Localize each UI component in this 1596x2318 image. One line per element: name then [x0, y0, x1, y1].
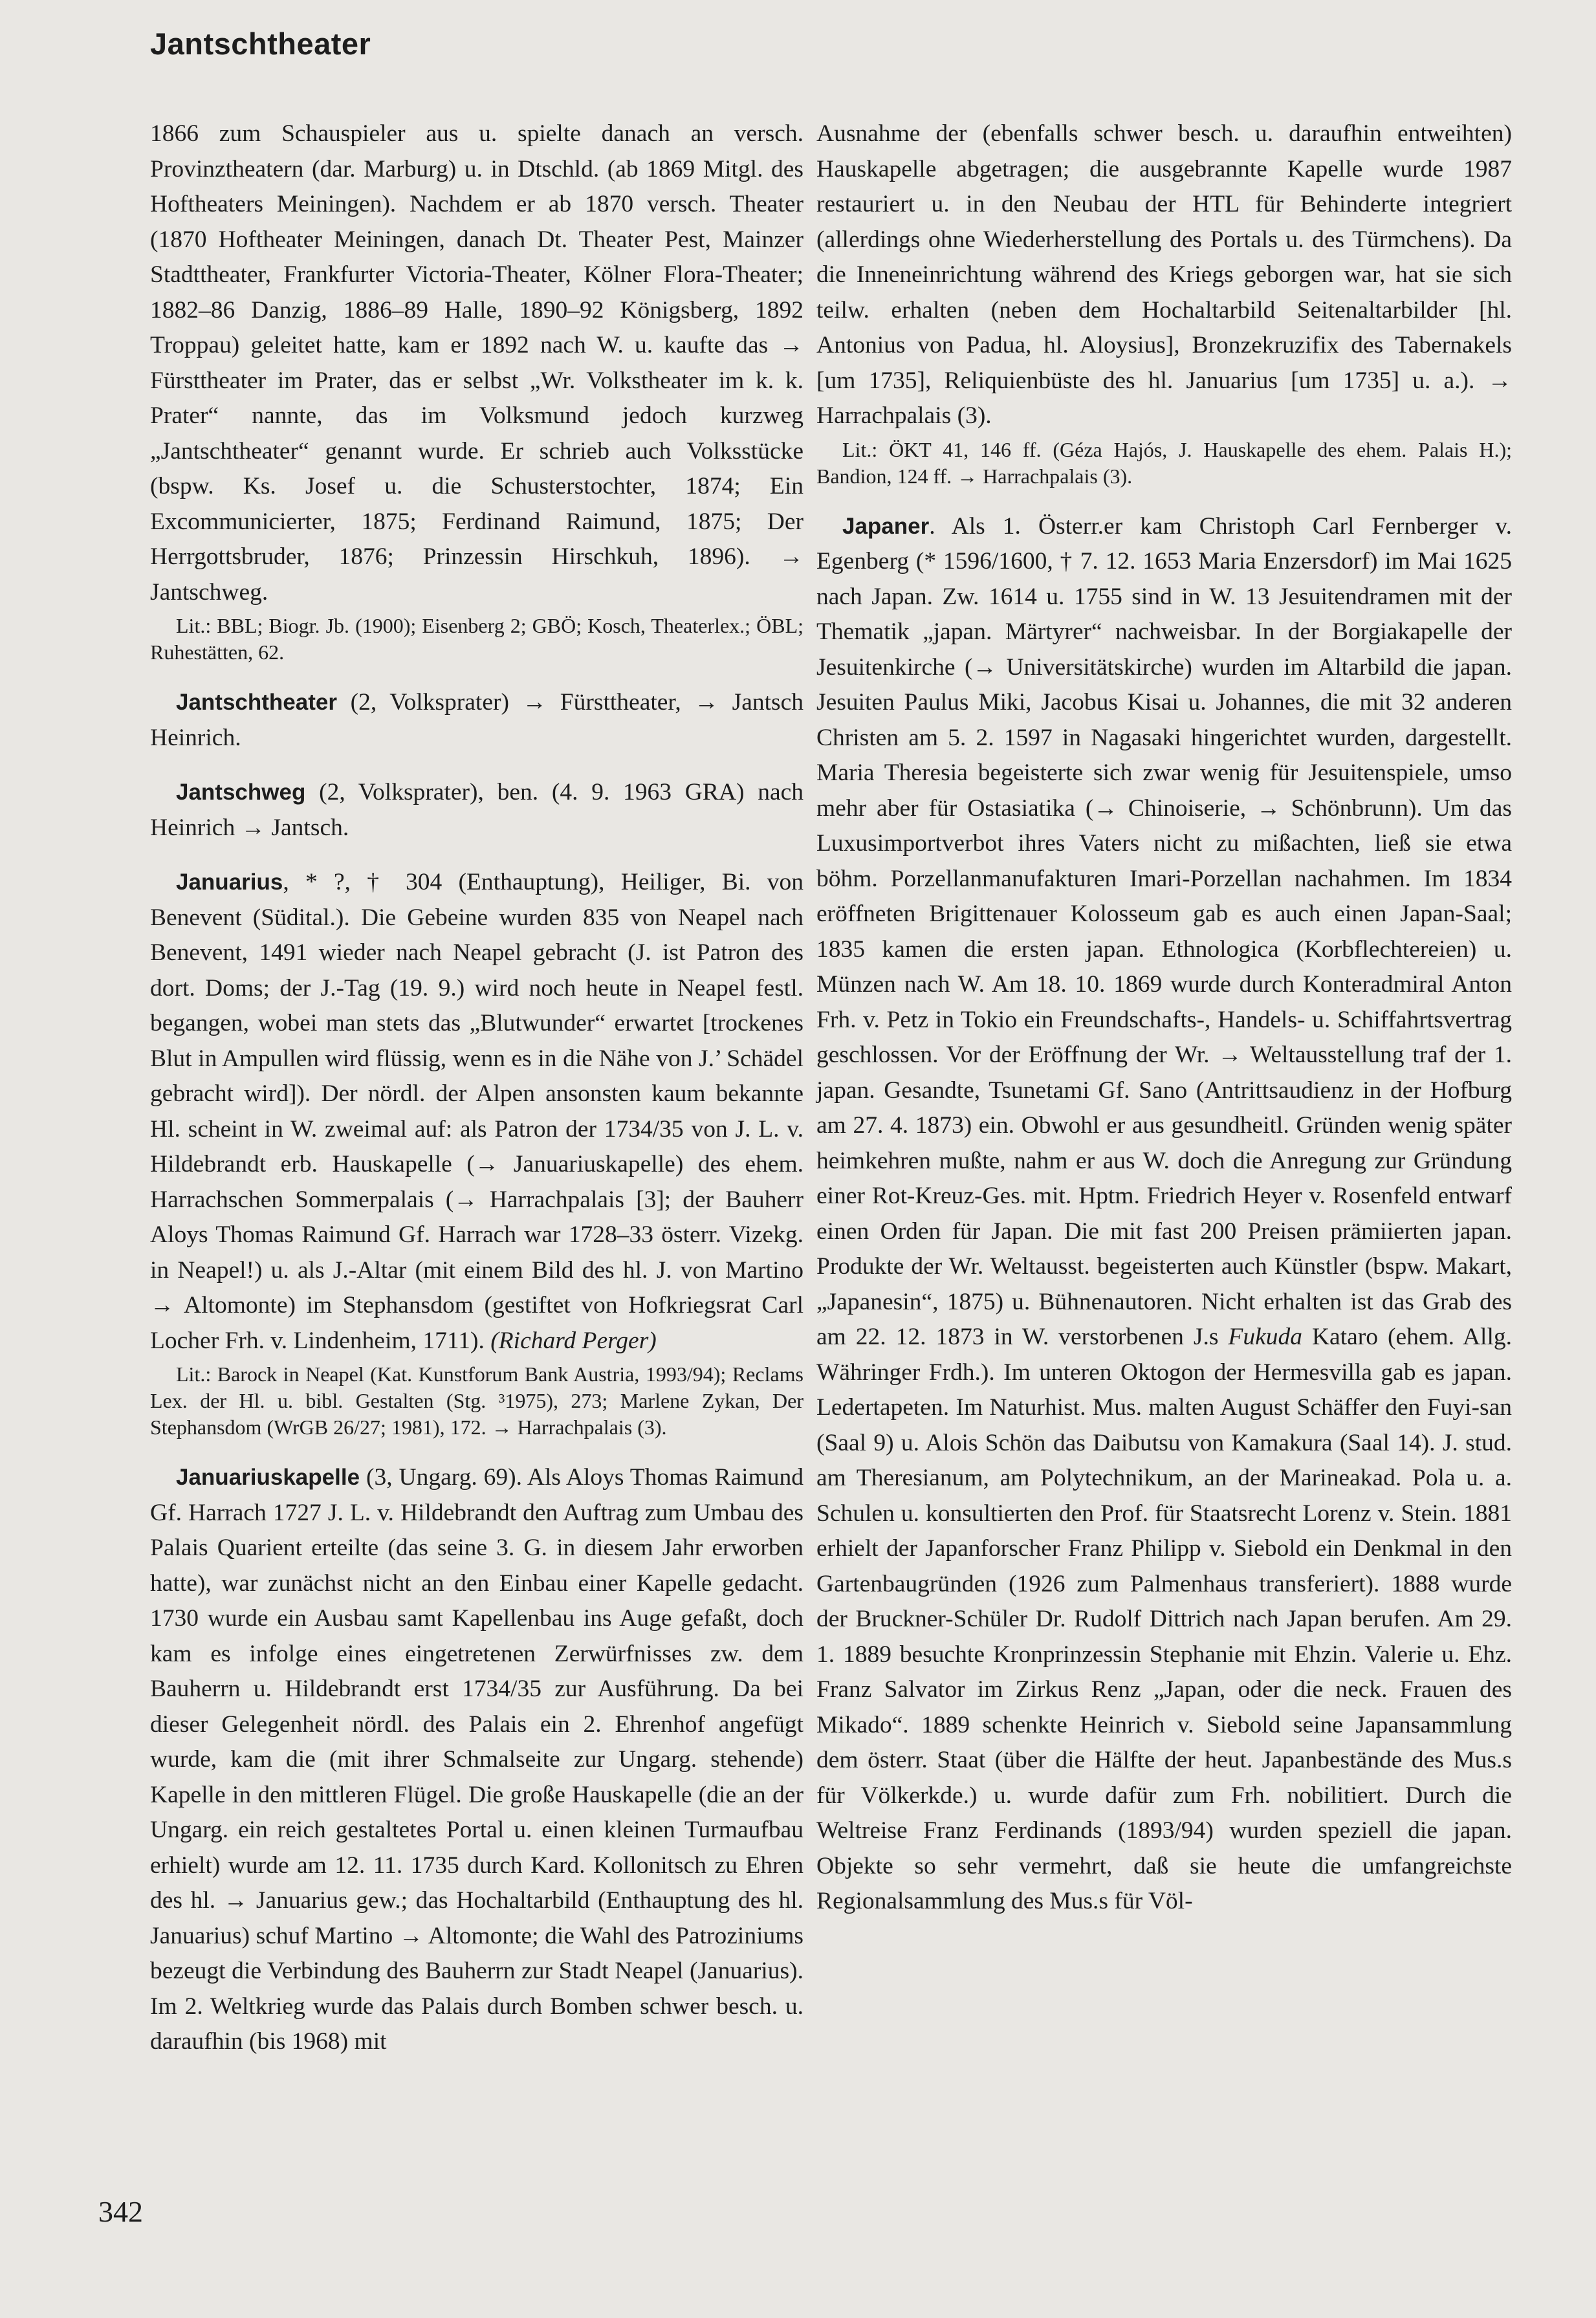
running-head: Jantschtheater	[150, 27, 371, 61]
entry-text: (3, Ungarg. 69). Als Aloys Thomas Raimund Gf. Harrach 1727 J. L. v. Hildebrandt den Auftrag zum Umbau des Palais Quarient erteilte (das seine 3. G. in diesem Jahr erworben hatte), war zunächst nicht an den Einbau einer Kapelle gedacht. 1730 wurde ein Ausbau samt Kapellenbau ins Auge gefaßt, doch kam es infolge eines eingetretenen Zerwürfnisses zw. dem Bauherrn u. Hildebrandt erst 1734/35 zur Ausführung. Da bei dieser Gelegenheit nördl. des Palais ein 2. Ehrenhof angefügt wurde, kam die (mit ihrer Schmalseite zur Ungarg. stehende) Kapelle in den mittleren Flügel. Die große Hauskapelle (die an der Ungarg. ein reich gestaltetes Portal u. einen kleinen Turmaufbau erhielt) wurde am 12. 11. 1735 durch Kard. Kollonitsch zu Ehren des hl. → Januarius gew.; das Hochaltarbild (Enthauptung des hl. Januarius) schuf Martino → Altomonte; die Wahl des Patroziniums bezeugt die Verbindung des Bauherrn zur Stadt Neapel (Januarius). Im 2. Weltkrieg wurde das Palais durch Bomben schwer besch. u. daraufhin (bis 1968) mit	[150, 1464, 803, 2055]
entry-text: , * ?, † 304 (Enthauptung), Heiliger, Bi. von Benevent (Südital.). Die Gebeine wurden 835 von Neapel nach Benevent, 1491 wieder nach Neapel gebracht (J. ist Patron des dort. Doms; der J.-Tag (19. 9.) wird noch heute in Neapel festl. begangen, wobei man stets das „Blutwunder“ erwartet [trockenes Blut in Ampullen wird flüssig, wenn es in die Nähe von J.’ Schädel gebracht wird]). Der nördl. der Alpen ansonsten kaum bekannte Hl. scheint in W. zweimal auf: als Patron der 1734/35 von J. L. v. Hildebrandt erb. Hauskapelle (→ Januariuskapelle) des ehem. Harrachschen Sommerpalais (→ Harrachpalais [3]; der Bauherr Aloys Thomas Raimund Gf. Harrach war 1728–33 österr. Vizekg. in Neapel!) u. als J.-Altar (mit einem Bild des hl. J. von Martino → Altomonte) im Stephansdom (gestiftet von Hofkriegsrat Carl Locher Frh. v. Lindenheim, 1711).	[150, 869, 803, 1354]
entry-headword: Jantschweg	[176, 780, 306, 805]
entry-japaner	[816, 509, 1512, 1919]
entry-text: (2, Volksprater) → Fürsttheater, → Jantsch Heinrich.	[150, 689, 803, 751]
entry-text: (2, Volksprater), ben. (4. 9. 1963 GRA) nach Heinrich → Jantsch.	[150, 779, 803, 841]
entry-text: Kataro (ehem. Allg. Währinger Frdh.). Im unteren Oktogon der Hermesvilla gab es japan. Ledertapeten. Im Naturhist. Mus. malten August Schäffer den Fuyi-san (Saal 9) u. Alois Schön das Daibutsu von Kamakura (Saal 14). J. stud. am Theresianum, am Polytechnikum, an der Marineakad. Pola u. a. Schulen u. konsultierten den Prof. für Staatsrecht Lorenz v. Stein. 1881 erhielt der Japanforscher Franz Philipp v. Siebold ein Denkmal in den Gartenbaugründen (1926 zum Palmenhaus transferiert). 1888 wurde der Bruckner-Schüler Dr. Rudolf Dittrich nach Japan berufen. Am 29. 1. 1889 besuchte Kronprinzessin Stephanie mit Ehzin. Valerie u. Ehz. Franz Salvator im Zirkus Renz „Japan, oder die neck. Frauen des Mikado“. 1889 schenkte Heinrich v. Siebold seine Japansammlung dem österr. Staat (über die Hälfte der heut. Japanbestände des Mus.s für Völkerkde.) u. wurde dafür zum Frh. nobilitiert. Durch die Weltreise Franz Ferdinands (1893/94) wurden speziell die japan. Objekte so sehr vermehrt, daß sie heute die umfangreichste Regionalsammlung des Mus.s für Völ-	[816, 1324, 1512, 1914]
entry-jantschtheater	[150, 685, 803, 756]
left-column	[150, 116, 803, 2060]
entry-headword: Jantschtheater	[176, 690, 337, 715]
entry-headword: Januarius	[176, 869, 283, 895]
entry-januarius	[150, 865, 803, 1359]
entry-headword: Januariuskapelle	[176, 1465, 360, 1490]
page-number: 342	[98, 2195, 143, 2228]
literature-note: Lit.: BBL; Biogr. Jb. (1900); Eisenberg 2; GBÖ; Kosch, Theaterlex.; ÖBL; Ruhestätten, 62.	[150, 614, 803, 664]
literature-note: Lit.: Barock in Neapel (Kat. Kunstforum Bank Austria, 1993/94); Reclams Lex. der Hl. u. bibl. Gestalten (Stg. ³1975), 273; Marlene Zykan, Der Stephansdom (WrGB 26/27; 1981), 172. → Harrachpalais (3).	[150, 1362, 803, 1439]
italic-name: Fukuda	[1228, 1324, 1302, 1350]
literature-note: Lit.: ÖKT 41, 146 ff. (Géza Hajós, J. Hauskapelle des ehem. Palais H.); Bandion, 124 ff. → Harrachpalais (3).	[816, 437, 1512, 488]
right-column	[816, 116, 1512, 1919]
paragraph: 1866 zum Schauspieler aus u. spielte danach an versch. Provinztheatern (dar. Marburg) u. in Dtschld. (ab 1869 Mitgl. des Hoftheaters Meiningen). Nachdem er ab 1870 versch. Theater (1870 Hoftheater Meiningen, danach Dt. Theater Pest, Mainzer Stadttheater, Frankfurter Victoria-Theater, Kölner Flora-Theater; 1882–86 Danzig, 1886–89 Halle, 1890–92 Königsberg, 1892 Troppau) geleitet hatte, kam er 1892 nach W. u. kaufte das → Fürsttheater im Prater, das er selbst „Wr. Volkstheater im k. k. Prater“ nannte, das im Volksmund jedoch kurzweg „Jantschtheater“ genannt wurde. Er schrieb auch Volksstücke (bspw. Ks. Josef u. die Schusterstochter, 1874; Ein Excommunicierter, 1875; Ferdinand Raimund, 1875; Der Herrgottsbruder, 1876; Prinzessin Hirschkuh, 1896). → Jantschweg.	[150, 120, 803, 606]
author-credit: (Richard Perger)	[490, 1327, 657, 1354]
entry-januariuskapelle	[150, 1460, 803, 2060]
entry-jantschweg	[150, 775, 803, 846]
entry-text: . Als 1. Österr.er kam Christoph Carl Fernberger v. Egenberg (* 1596/1600, † 7. 12. 1653 Maria Enzersdorf) im Mai 1625 nach Japan. Zw. 1614 u. 1755 sind in W. 13 Jesuitendramen mit der Thematik „japan. Märtyrer“ nachweisbar. In der Borgiakapelle der Jesuitenkirche (→ Universitätskirche) wurden im Altarbild die japan. Jesuiten Paulus Miki, Jacobus Kisai u. Johannes, die mit 32 anderen Christen am 5. 2. 1597 in Nagasaki hingerichtet wurden, dargestellt. Maria Theresia begeisterte sich zwar wenig für Jesuitenspiele, umso mehr aber für Ostasiatika (→ Chinoiserie, → Schönbrunn). Um das Luxusimportverbot ihres Vaters nicht zu mißachten, ließ sie etwa böhm. Porzellanmanufakturen Imari-Porzellan nachahmen. Im 1834 eröffneten Brigittenauer Kolosseum gab es auch einen Japan-Saal; 1835 kamen die ersten japan. Ethnologica (Korbflechtereien) u. Münzen nach W. Am 18. 10. 1869 wurde durch Konteradmiral Anton Frh. v. Petz in Tokio ein Freundschafts-, Handels- u. Schiffahrtsvertrag geschlossen. Vor der Eröffnung der Wr. → Weltausstellung traf der 1. japan. Gesandte, Tsunetami Gf. Sano (Antrittsaudienz in der Hofburg am 27. 4. 1873) ein. Obwohl er aus gesundheitl. Gründen wenig später heimkehren mußte, nahm er aus W. doch die Anregung zur Gründung einer Rot-Kreuz-Ges. mit. Hptm. Friedrich Heyer v. Rosenfeld entwarf einen Orden für Japan. Die mit fast 200 Preisen prämiierten japan. Produkte der Wr. Weltausst. begeisterten auch Künstler (bspw. Makart, „Japanesin“, 1875) u. Bühnenautoren. Nicht erhalten ist das Grab des am 22. 12. 1873 in W. verstorbenen J.s	[816, 512, 1512, 1350]
entry-headword: Japaner	[842, 513, 930, 539]
paragraph: Ausnahme der (ebenfalls schwer besch. u. daraufhin entweihten) Hauskapelle abgetragen; die ausgebrannte Kapelle wurde 1987 restauriert u. in den Neubau der HTL für Behinderte integriert (allerdings ohne Wiederherstellung des Portals u. des Türmchens). Da die Inneneinrichtung während des Kriegs geborgen war, hat sie sich teilw. erhalten (neben dem Hochaltarbild Seitenaltarbilder [hl. Antonius von Padua, hl. Aloysius], Bronzekruzifix des Tabernakels [um 1735], Reliquienbüste des hl. Januarius [um 1735] u. a.). → Harrachpalais (3).	[816, 120, 1512, 429]
